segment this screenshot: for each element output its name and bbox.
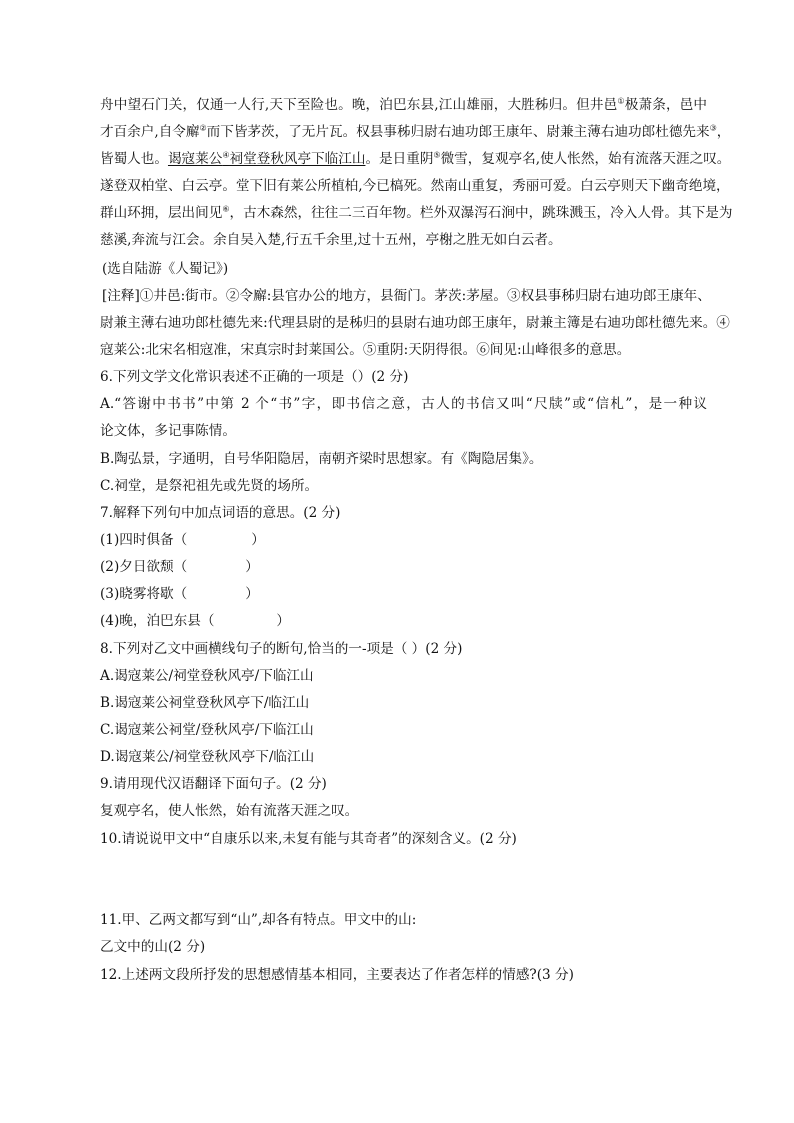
footnote-marker: ② bbox=[199, 123, 207, 133]
question-7-item-2: (2)夕日欲颓（ ） bbox=[100, 559, 259, 575]
underlined-sentence: 谒寇莱公④祠堂登秋风亭下临江山 bbox=[167, 150, 366, 167]
passage-line-5: 群山环拥，层出间见⑥，古木森然，往往二三百年物。栏外双瀑泻石涧中，跳珠溅玉，冷入人骨。其下是为 bbox=[100, 204, 733, 221]
notes-line-2: 尉兼主薄右迪功郎杜德先来:代理县尉的是秭归的县尉右迪功郎王康年，尉兼主簿是右迪功郎杜德先来。④ bbox=[100, 315, 730, 331]
question-8-option-c: C.谒寇莱公祠堂/登秋风亭/下临江山 bbox=[100, 722, 314, 738]
question-8-option-b: B.谒寇莱公祠堂登秋风亭下/临江山 bbox=[100, 695, 310, 711]
passage-line-2: 才百余户,自令廨②而下皆茅茨，了无片瓦。权县事秭归尉右迪功郎王康年、尉兼主薄右迪功郎杜德先来③， bbox=[100, 123, 731, 140]
question-7-item-4: (4)晚，泊巴东县（ ） bbox=[100, 613, 291, 629]
question-11-line-2: 乙文中的山(2 分) bbox=[100, 939, 206, 955]
notes-line-1: [注释]①井邑:街市。②令廨:县官办公的地方，县衙门。茅茨:茅屋。③权县事秭归尉右迪功郎王康年、 bbox=[102, 288, 711, 304]
question-8-option-a: A.谒寇莱公/祠堂登秋风亭/下临江山 bbox=[100, 668, 314, 684]
question-9-stem: 9.请用现代汉语翻译下面句子。(2 分) bbox=[100, 776, 327, 792]
passage-line-1: 舟中望石门关，仅通一人行,天下至险也。晚，泊巴东县,江山雄丽，大胜秭归。但井邑①极萧条，邑中 bbox=[100, 96, 708, 113]
question-11-line-1: 11.甲、乙两文都写到“山”,却各有特点。甲文中的山: bbox=[100, 912, 417, 928]
question-12-stem: 12.上述两文段所抒发的思想感情基本相同，主要表达了作者怎样的情感?(3 分) bbox=[100, 967, 574, 983]
question-7-item-1: (1)四时俱备（ ） bbox=[100, 532, 265, 548]
passage-source: (选自陆游《人蜀记》) bbox=[102, 261, 229, 277]
question-6-option-a: A.“答谢中书书”中第 2 个“书”字，即书信之意，古人的书信又叫“尺牍”或“信札”，是一种议 bbox=[100, 396, 707, 412]
notes-line-3: 寇莱公:北宋名相寇准，宋真宗时封莱国公。⑤重阴:天阴得很。⑥间见:山峰很多的意思。 bbox=[100, 342, 631, 358]
passage-line-6: 慈溪,奔流与江会。余自吴入楚,行五千余里,过十五州，亭榭之胜无如白云者。 bbox=[100, 232, 562, 248]
footnote-marker: ⑥ bbox=[222, 204, 230, 214]
question-8-option-d: D.谒寇莱公/祠堂登秋风亭下/临江山 bbox=[100, 749, 315, 765]
question-7-item-3: (3)晓雾将歇（ ） bbox=[100, 586, 259, 602]
question-6-option-c: C.祠堂，是祭祀祖先或先贤的场所。 bbox=[100, 478, 319, 494]
passage-line-4: 遂登双柏堂、白云亭。堂下旧有莱公所植柏,今已槁死。然南山重复，秀丽可爱。白云亭则天下幽奇绝境， bbox=[100, 178, 730, 194]
question-9-sentence: 复观亭名，使人怅然，始有流落天涯之叹。 bbox=[100, 803, 359, 819]
passage-line-3: 皆蜀人也。谒寇莱公④祠堂登秋风亭下临江山。是日重阴⑤微雪，复观亭名,使人怅然，始有流落天涯之叹。 bbox=[100, 150, 731, 167]
footnote-marker: ③ bbox=[709, 123, 717, 133]
question-10-stem: 10.请说说甲文中“自康乐以来,未复有能与其奇者”的深刻含义。(2 分) bbox=[100, 831, 517, 847]
footnote-marker: ⑤ bbox=[433, 150, 441, 160]
question-6-option-a-cont: 论文体，多记事陈情。 bbox=[100, 423, 236, 439]
question-6-option-b: B.陶弘景，字通明，自号华阳隐居，南朝齐梁时思想家。有《陶隐居集》。 bbox=[100, 451, 543, 467]
footnote-marker: ④ bbox=[222, 150, 230, 160]
question-8-stem: 8.下列对乙文中画横线句子的断句,恰当的一-项是（ ）(2 分) bbox=[100, 641, 463, 657]
question-7-stem: 7.解释下列句中加点词语的意思。(2 分) bbox=[100, 505, 341, 521]
question-6-stem: 6.下列文学文化常识表述不正确的一项是（）(2 分) bbox=[100, 369, 409, 385]
footnote-marker: ① bbox=[617, 96, 625, 106]
